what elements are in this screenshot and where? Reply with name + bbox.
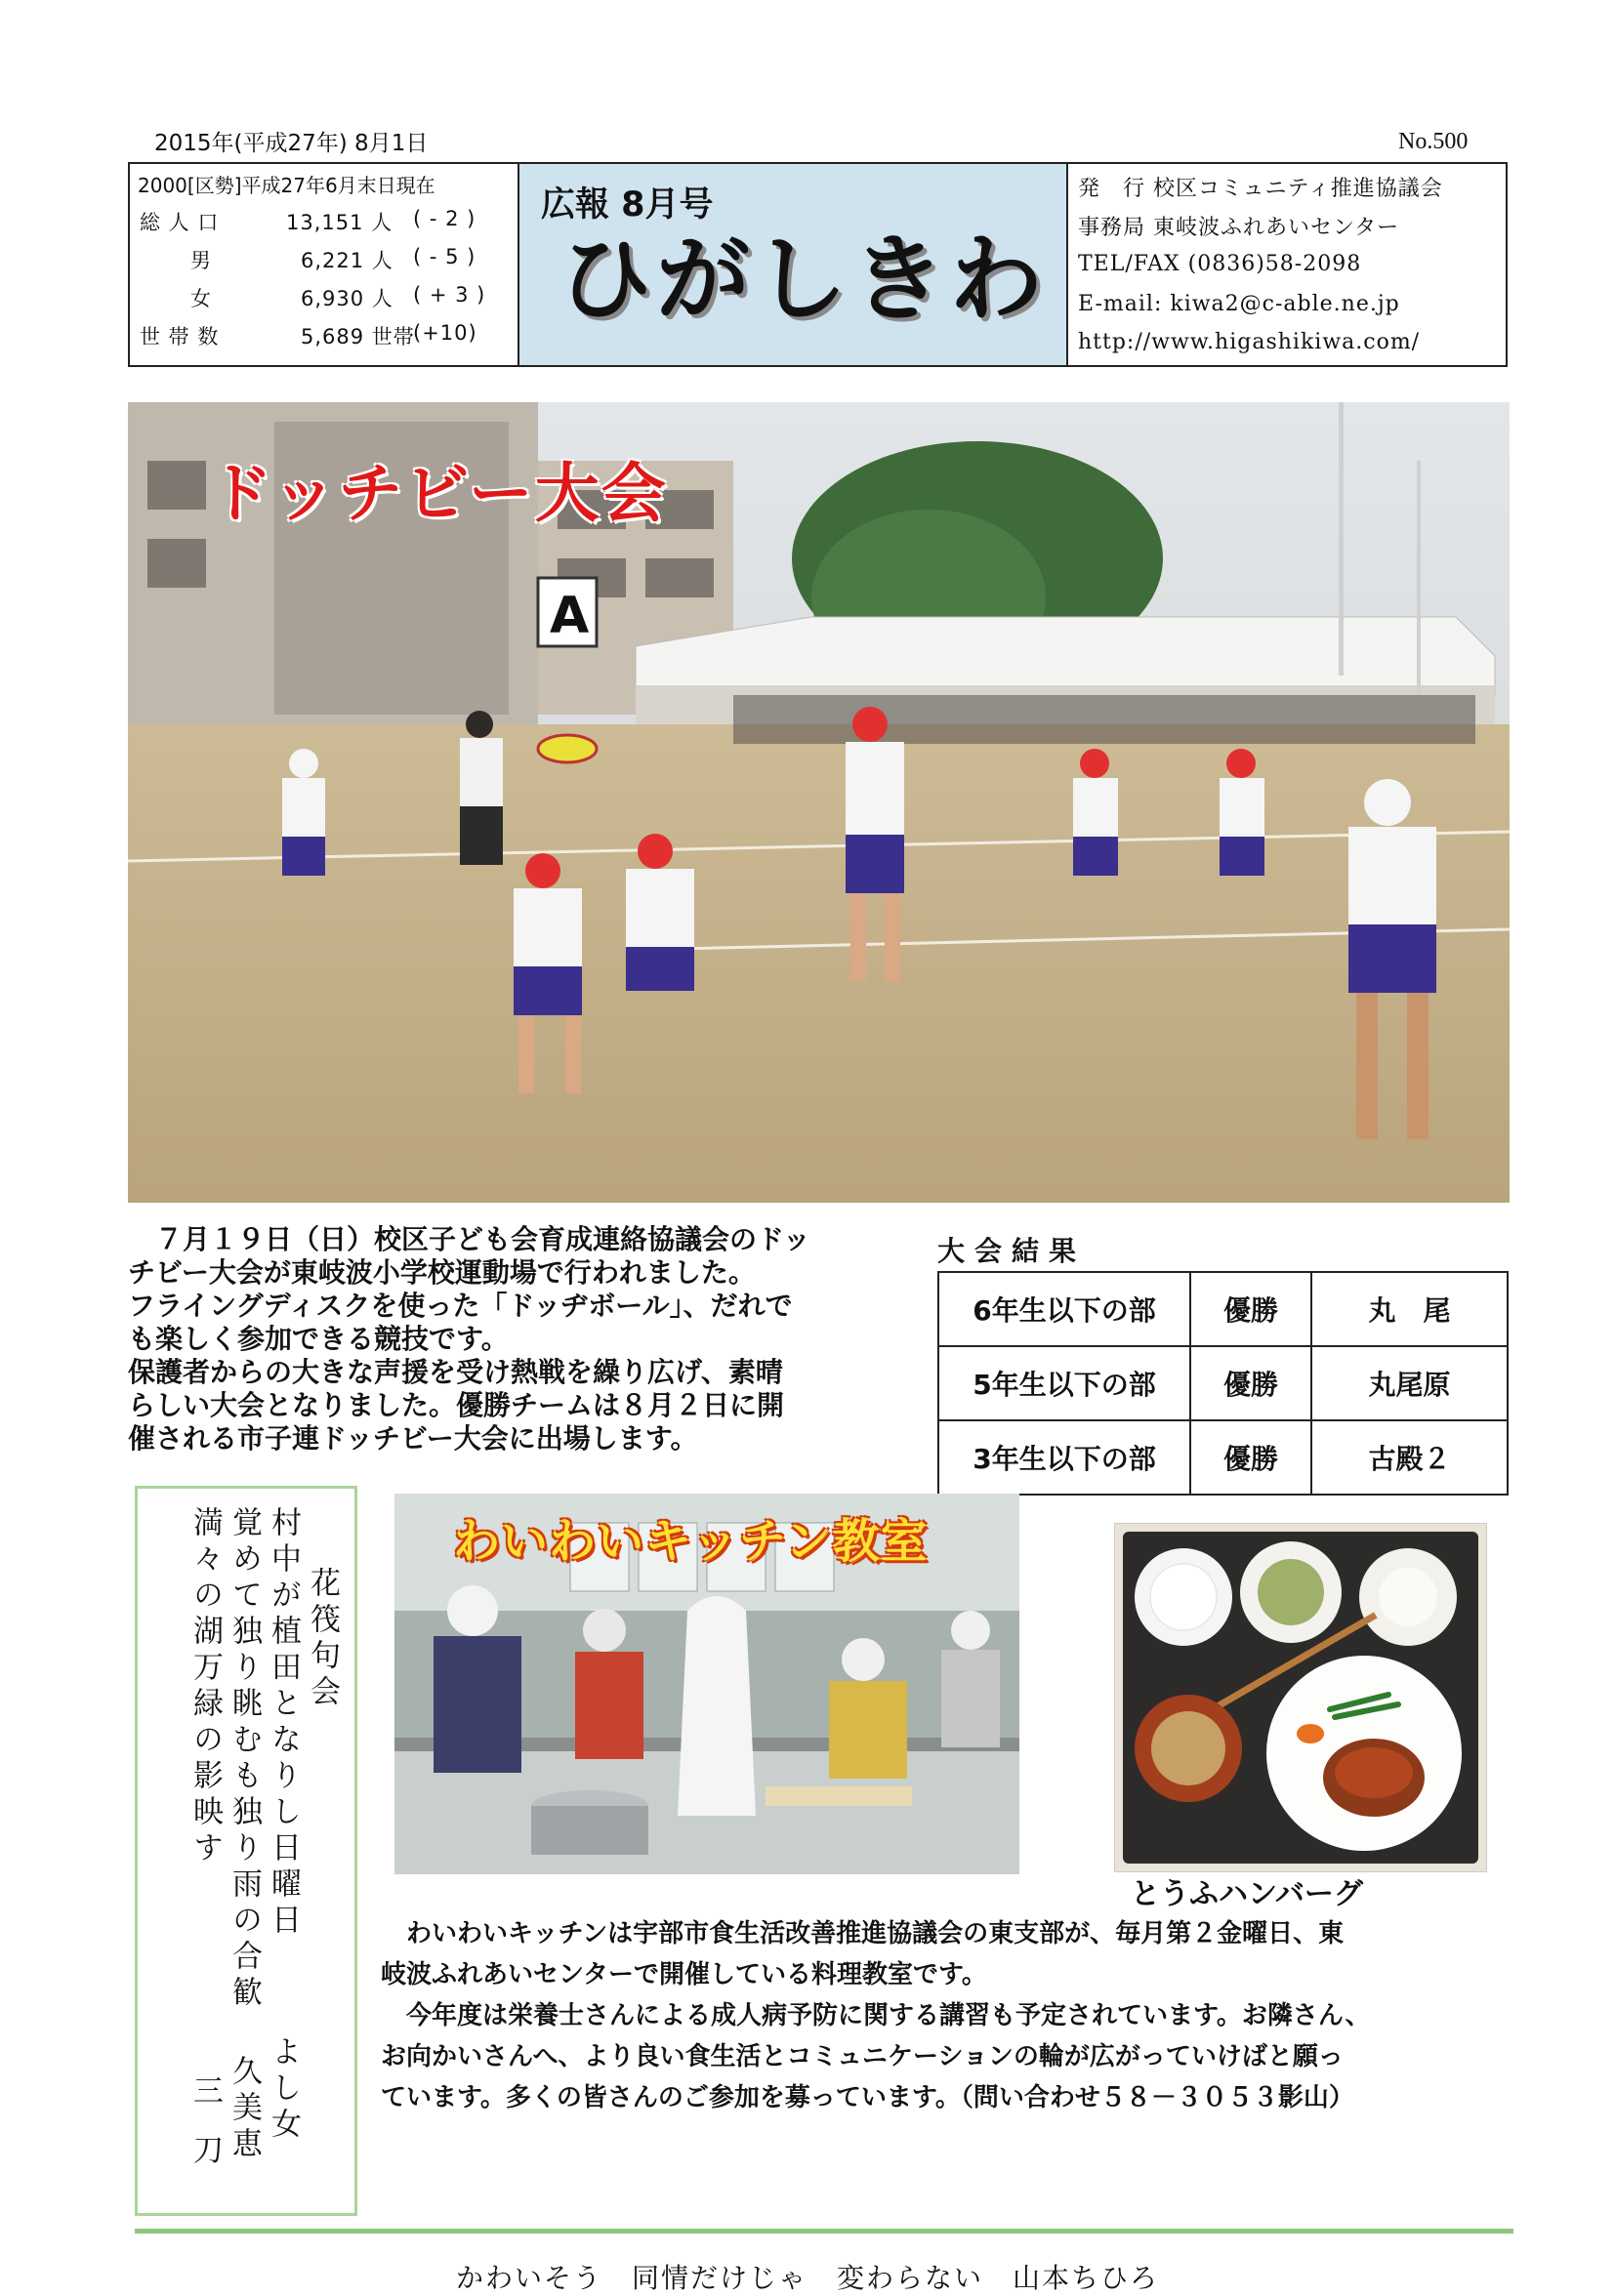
division-cell: 6年生以下の部 [938, 1272, 1190, 1346]
team-cell: 丸尾原 [1311, 1346, 1508, 1420]
publisher-line: 発 行 校区コミュニティ推進協議会 [1078, 177, 1443, 201]
haiku-poem: 満々の湖万緑の影映す [187, 1506, 223, 1867]
footer-divider [135, 2229, 1513, 2234]
photo-overlay-title: わいわいキッチン教室 [453, 1514, 929, 1569]
census-label: 男 [190, 249, 212, 272]
haiku-author: よし女 [266, 2035, 301, 2144]
census-value: 6,221 人 [301, 249, 393, 272]
census-label: 女 [190, 287, 212, 310]
census-row-households [130, 321, 518, 354]
masthead-issue-label: 広報 8月号 [541, 185, 714, 225]
article-line: わいわいキッチンは宇部市食生活改善推進協議会の東支部が、毎月第２金曜日、東 [381, 1919, 1345, 1948]
census-row-male [130, 245, 518, 278]
publisher-url[interactable]: http://www.higashikiwa.com/ [1078, 330, 1421, 354]
table-row [938, 1420, 1508, 1495]
haiku-group-name: 花筏句会 [305, 1567, 340, 1711]
publisher-box [1066, 162, 1508, 367]
result-cell: 優勝 [1190, 1272, 1311, 1346]
article-line: ています。多くの皆さんのご参加を募っています。（問い合わせ５８－３０５３影山） [381, 2083, 1354, 2112]
team-cell: 古殿２ [1311, 1420, 1508, 1495]
masthead-title: ひがしきわ [559, 225, 1047, 334]
sign-a: A [550, 587, 590, 645]
census-change: ( - 5 ) [413, 245, 476, 268]
photo-overlay-title: ドッチビー大会 [208, 456, 668, 531]
results-table [937, 1271, 1509, 1496]
article-line: 催される市子連ドッチビー大会に出場します。 [128, 1422, 698, 1455]
tofu-hamburg-photo [1114, 1523, 1487, 1872]
article-line: フライングディスクを使った「ドッヂボール」、だれで [128, 1290, 793, 1322]
article-line: チビー大会が東岐波小学校運動場で行われました。 [128, 1256, 756, 1289]
census-value: 5,689 世帯 [301, 325, 415, 348]
census-label: 総 人 口 [140, 211, 220, 234]
census-row-female [130, 283, 518, 316]
article-line: お向かいさんへ、より良い食生活とコミュニケーションの輪が広がっていけばと願っ [381, 2042, 1344, 2071]
results-heading: 大会結果 [937, 1235, 1087, 1267]
article-line: ７月１９日（日）校区子ども会育成連絡協議会のドッ [128, 1223, 810, 1255]
article-kitchen [381, 1913, 1513, 2118]
census-change: ( + 3 ) [413, 283, 486, 307]
census-value: 6,930 人 [301, 287, 393, 310]
haiku-author: 久美恵 [227, 2055, 262, 2163]
census-as-of: 2000[区勢]平成27年6月末日現在 [138, 174, 435, 197]
tofu-hamburg-dish-image [1115, 1524, 1486, 1871]
publisher-phone: TEL/FAX (0836)58-2098 [1078, 252, 1362, 276]
dodgebee-photo [128, 402, 1510, 1203]
census-change: (+10) [413, 321, 477, 345]
division-cell: 5年生以下の部 [938, 1346, 1190, 1420]
masthead [519, 162, 1066, 367]
issue-date: 2015年(平成27年) 8月1日 [154, 131, 429, 156]
issue-number: No.500 [1398, 129, 1469, 154]
census-change: ( - 2 ) [413, 207, 476, 230]
census-value: 13,151 人 [286, 211, 393, 234]
team-cell: 丸 尾 [1311, 1272, 1508, 1346]
result-cell: 優勝 [1190, 1346, 1311, 1420]
haiku-box [135, 1486, 357, 2216]
article-line: も楽しく参加できる競技です。 [128, 1323, 509, 1355]
census-box [128, 162, 519, 367]
article-line: 保護者からの大きな声援を受け熱戦を繰り広げ、素晴 [128, 1356, 783, 1388]
footer-slogan: かわいそう 同情だけじゃ 変わらない 山本ちひろ [455, 2262, 1159, 2294]
table-row [938, 1272, 1508, 1346]
article-line: 岐波ふれあいセンターで開催している料理教室です。 [381, 1960, 987, 1989]
haiku-poem: 村中が植田となりし日曜日 [266, 1506, 301, 1940]
haiku-poem: 覚めて独り眺むも独り雨の合歓 [227, 1506, 262, 2012]
photo-caption: とうふハンバーグ [1131, 1877, 1363, 1911]
article-dodgebee [128, 1223, 938, 1456]
result-cell: 優勝 [1190, 1420, 1311, 1495]
publisher-email[interactable]: E-mail: kiwa2@c-able.ne.jp [1078, 292, 1400, 316]
census-label: 世 帯 数 [140, 325, 220, 348]
kitchen-class-photo [394, 1494, 1019, 1874]
census-row-population [130, 207, 518, 240]
division-cell: 3年生以下の部 [938, 1420, 1190, 1495]
haiku-author: 三刀 [187, 2074, 223, 2194]
publisher-office: 事務局 東岐波ふれあいセンター [1078, 216, 1400, 240]
article-line: らしい大会となりました。優勝チームは８月２日に開 [128, 1389, 785, 1421]
table-row [938, 1346, 1508, 1420]
article-line: 今年度は栄養士さんによる成人病予防に関する講習も予定されています。お隣さん、 [381, 2001, 1371, 2030]
